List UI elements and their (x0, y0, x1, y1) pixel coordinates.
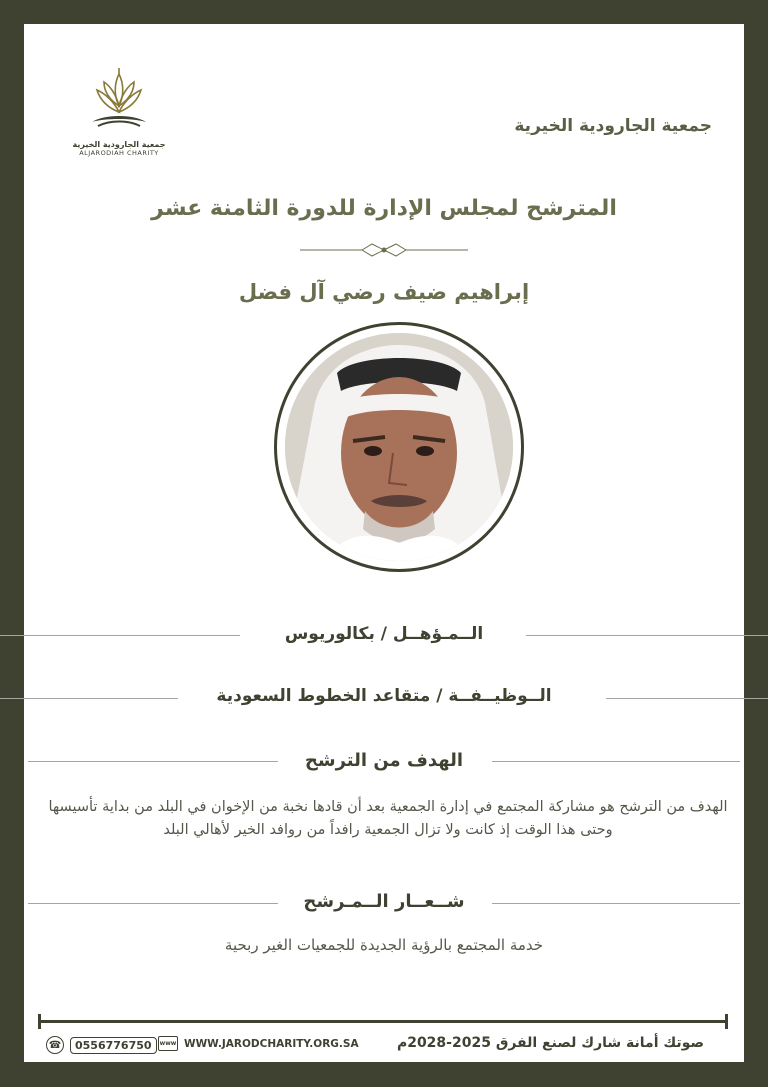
phone-contact[interactable] (46, 1036, 157, 1054)
browser-icon: www (158, 1036, 178, 1051)
footer-slogan: صوتك أمانة شارك لصنع الفرق 2025-2028م (396, 1035, 704, 1051)
logo-english-text: ALJARODIAH CHARITY (79, 149, 159, 157)
job-row (0, 686, 768, 706)
ornament-divider-icon (300, 240, 468, 260)
qualification-row (0, 624, 768, 644)
phone-icon: ☎ (46, 1036, 64, 1054)
qualification-text: الــمـؤهــل / بكالوريوس (269, 624, 499, 644)
goal-title: الهدف من الترشح (289, 750, 479, 771)
website-url: WWW.JARODCHARITY.ORG.SA (184, 1037, 359, 1050)
organization-name: جمعية الجارودية الخيرية (514, 116, 712, 136)
charity-logo (64, 66, 174, 166)
page-title: المترشح لمجلس الإدارة للدورة الثامنة عشر (151, 196, 617, 221)
slogan-heading (0, 891, 768, 912)
slogan-title: شــعــار الــمـرشح (287, 891, 480, 912)
footer-rule (38, 1020, 728, 1023)
portrait-image (285, 333, 513, 561)
candidate-photo (274, 322, 524, 572)
website-link[interactable] (158, 1036, 359, 1051)
candidate-name: إبراهيم ضيف رضي آل فضل (238, 280, 530, 304)
slogan-text: خدمة المجتمع بالرؤية الجديدة للجمعيات الغير ربحية (224, 936, 544, 954)
job-text: الــوظيــفــة / متقاعد الخطوط السعودية (200, 686, 567, 706)
phone-number: 0556776750 (70, 1037, 157, 1054)
goal-heading (0, 750, 768, 771)
logo-arabic-text: جمعية الجارودية الخيرية (72, 140, 166, 149)
wheat-logo-icon (84, 66, 154, 138)
goal-paragraph: الهدف من الترشح هو مشاركة المجتمع في إدارة الجمعية بعد أن قادها نخبة من الإخوان في البلد من بداية تأسيسها وحتى هذا الوقت إذ كانت ولا تزال الجمعية رافداً من روافد الخير لأهالي البلد (48, 799, 728, 838)
